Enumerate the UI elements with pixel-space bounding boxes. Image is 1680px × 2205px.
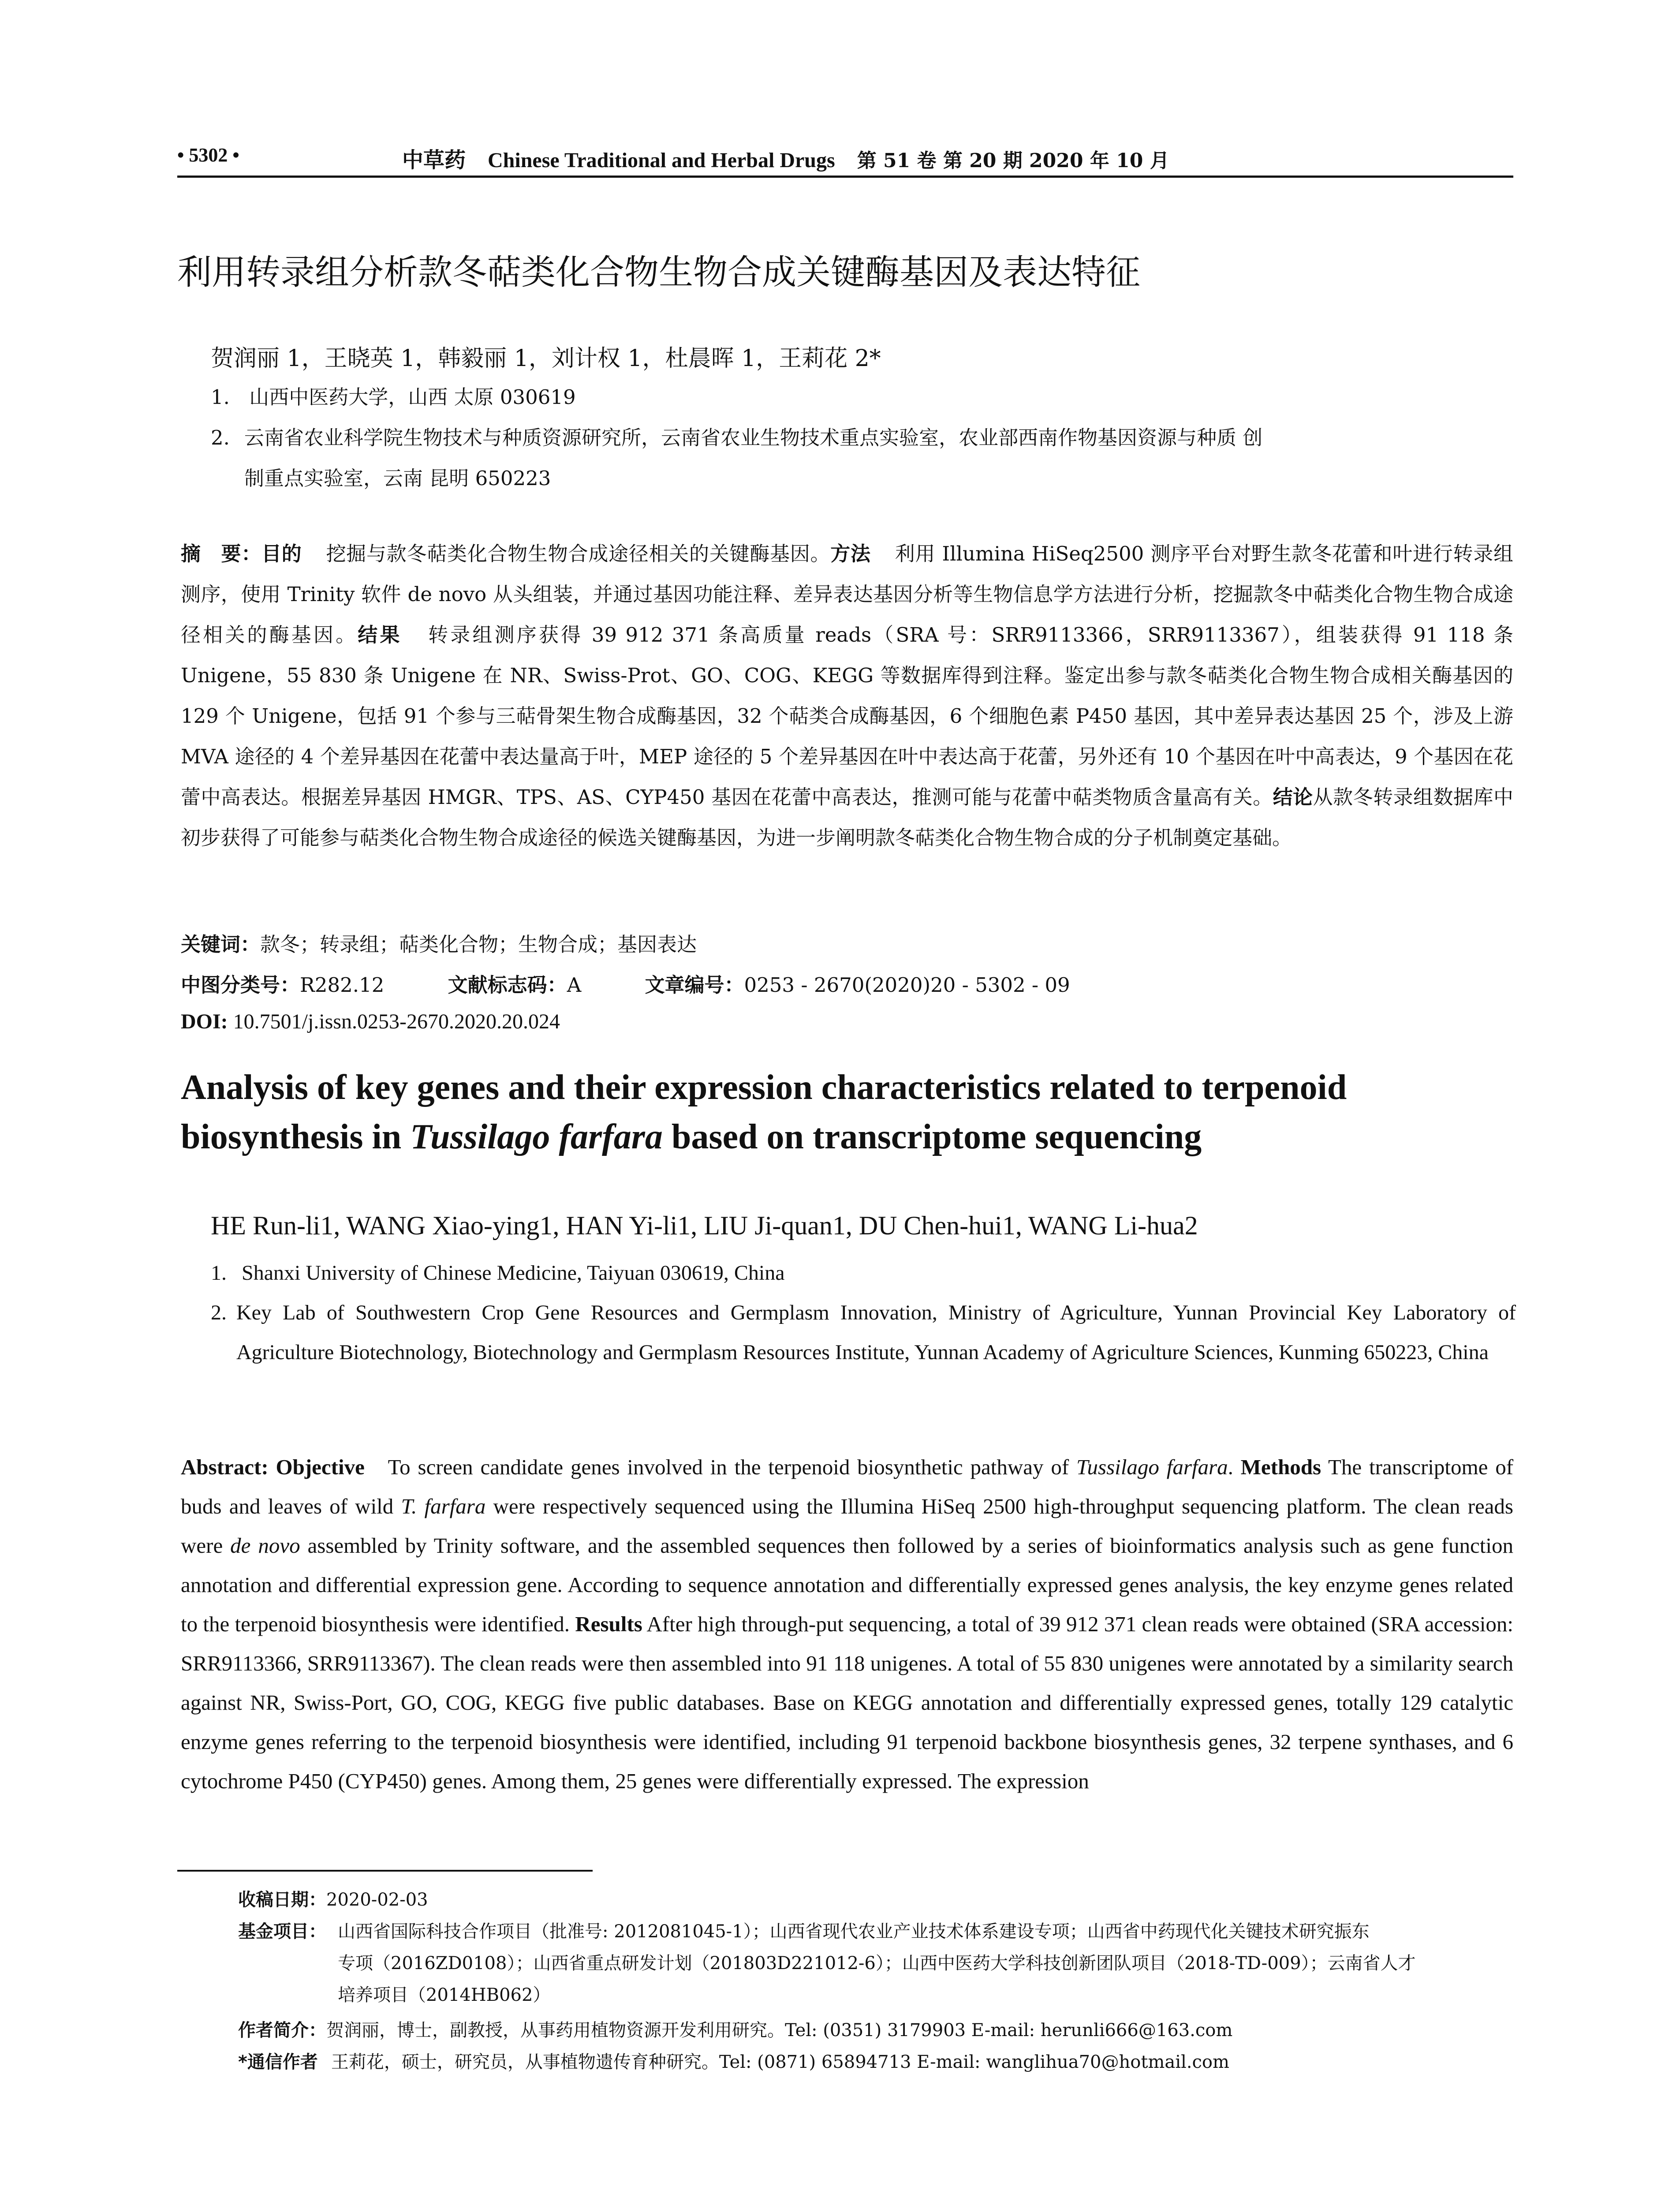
journal-name-cn: 中草药 xyxy=(402,148,466,172)
doc-code-label: 文献标志码： xyxy=(448,973,567,997)
abstract-cn-label: 摘 要： xyxy=(181,542,261,565)
methods-label-cn: 方法 xyxy=(830,542,871,565)
results-label-en: Results xyxy=(575,1612,642,1636)
affiliation-text: 山西中医药大学，山西 太原 030619 xyxy=(249,385,576,409)
volume-issue: 第 51 卷 第 20 期 2020 年 10 月 xyxy=(857,149,1169,172)
conclusion-label-cn: 结论 xyxy=(1273,785,1313,809)
affiliation-number: 2. xyxy=(211,1301,227,1324)
journal-title xyxy=(402,143,1169,173)
abstract-cn xyxy=(181,534,1513,858)
affiliation-text-line1: 云南省农业科学院生物技术与种质资源研究所，云南省农业生物技术重点实验室，农业部西南作物基因资源与种质 创 xyxy=(244,426,1263,449)
journal-name-en: Chinese Traditional and Herbal Drugs xyxy=(488,149,835,172)
article-number-value: 0253 - 2670(2020)20 - 5302 - 09 xyxy=(744,973,1070,997)
doi-label: DOI: xyxy=(181,1010,228,1033)
methods-text-cn: 利用 Illumina HiSeq2500 测序平台对野生款冬花蕾和叶进行转录组测序，使用 Trinity 软件 de novo 从头组装，并通过基因功能注释、差异表达基因分析等生物信息学方法进行分析，挖掘款冬中萜类化合物生物合成途径相关的酶基因。 xyxy=(181,542,1513,647)
species-name: Tussilago farfara xyxy=(410,1117,663,1156)
conclusion-text-cn: 从款冬转录组数据库中初步获得了可能参与萜类化合物生物合成途径的候选关键酶基因，为进一步阐明款冬萜类化合物生物合成的分子机制奠定基础。 xyxy=(181,785,1513,849)
doi-link[interactable]: 10.7501/j.issn.0253-2670.2020.20.024 xyxy=(233,1010,560,1033)
authors-cn: 贺润丽 1，王晓英 1，韩毅丽 1，刘计权 1，杜晨晖 1，王莉花 2* xyxy=(211,345,881,372)
affiliation-cn-1 xyxy=(211,377,1516,418)
doi-line xyxy=(181,1009,560,1034)
keywords-cn xyxy=(181,928,697,957)
keywords-text: 款冬；转录组；萜类化合物；生物合成；基因表达 xyxy=(260,933,697,956)
affiliation-en-1 xyxy=(211,1253,1516,1293)
article-number-label: 文章编号： xyxy=(645,973,744,997)
objective-label-cn: 目的 xyxy=(261,542,302,565)
title-cn: 利用转录组分析款冬萜类化合物生物合成关键酶基因及表达特征 xyxy=(177,253,1141,292)
affiliation-number: 1. xyxy=(211,385,230,409)
clc-value: R282.12 xyxy=(300,973,385,997)
abstract-en-label: Abstract: xyxy=(181,1455,269,1479)
footnote-author-bio: 作者简介：贺润丽，博士，副教授，从事药用植物资源开发利用研究。Tel: (0351) 3179903 E-mail: herunli666@163.com xyxy=(238,2020,1233,2041)
abstract-en: Abstract: Objective To screen candidate genes involved in the terpenoid biosynthetic pathway of Tussilago farfara. Methods The transcriptome of buds and leaves of wild T. farfara were respectively sequenced using the Illumina HiSeq 2500 high-throughput sequencing platform. The clean reads were de novo assembled by Trinity software, and the assembled sequences then followed by a series of bioinformatics analysis such as gene function annotation and differential expression gene. According to sequence annotation and differentially expressed genes analysis, the key enzyme genes related to the terpenoid biosynthesis were identified. Results After high through-put sequencing, a total of 39 912 371 clean reads were obtained (SRA accession: SRR9113366, SRR9113367). The clean reads were then assembled into 91 118 unigenes. A total of 55 830 unigenes were annotated by a similarity search against NR, Swiss-Port, GO, COG, KEGG five public databases. Base on KEGG annotation and differentially expressed genes, totally 129 catalytic enzyme genes referring to the terpenoid biosynthesis were identified, including 91 terpenoid backbone biosynthesis genes, 32 terpene synthases, and 6 cytochrome P450 (CYP450) genes. Among them, 25 genes were differentially expressed. The expression xyxy=(181,1455,1514,1793)
page-number: • 5302 • xyxy=(177,144,239,166)
objective-label-en: Objective xyxy=(276,1455,365,1479)
affiliation-en-2 xyxy=(211,1293,1516,1372)
methods-label-en: Methods xyxy=(1240,1455,1322,1479)
classification-line xyxy=(181,969,1070,998)
footnote-funding: 基金项目： 山西省国际科技合作项目（批准号: 2012081045-1）；山西省现代农业产业技术体系建设专项；山西省中药现代化关键技术研究振东 专项（2016ZD0108）；山西省重点研发计划（201803D221012-6）；山西中医药大学科技创新团队项目（2018-TD-009）；云南省人才 培养项目（2014HB062） xyxy=(238,1921,1416,2005)
affiliation-number: 1. xyxy=(211,1261,227,1285)
footnote-received: 收稿日期：2020-02-03 xyxy=(238,1890,428,1910)
results-text-cn: 转录组测序获得 39 912 371 条高质量 reads（SRA 号：SRR9113366，SRR9113367），组装获得 91 118 条 Unigene，55 830 条 Unigene 在 NR、Swiss-Prot、GO、COG、KEGG 等数据库得到注释。鉴定出参与款冬萜类化合物生物合成相关酶基因的 129 个 Unigene，包括 91 个参与三萜骨架生物合成酶基因，32 个萜类合成酶基因，6 个细胞色素 P450 基因，其中差异表达基因 25 个，涉及上游 MVA 途径的 4 个差异基因在花蕾中表达量高于叶，MEP 途径的 5 个差异基因在叶中表达高于花蕾，另外还有 10 个基因在叶中高表达，9 个基因在花蕾中高表达。根据差异基因 HMGR、TPS、AS、CYP450 基因在花蕾中高表达，推测可能与花蕾中萜类物质含量高有关。 xyxy=(181,623,1513,809)
affiliation-text: Key Lab of Southwestern Crop Gene Resources and Germplasm Innovation, Ministry of Agriculture, Yunnan Provincial Key Laboratory of Agriculture Biotechnology, Biotechnology and Germplasm Resources Institute, Yunnan Academy of Agriculture Sciences, Kunming 650223, China xyxy=(236,1301,1516,1364)
affiliation-text-line2: 制重点实验室，云南 昆明 650223 xyxy=(244,467,551,490)
running-header xyxy=(177,140,1513,178)
affiliation-text: Shanxi University of Chinese Medicine, Taiyuan 030619, China xyxy=(242,1261,785,1285)
results-text-en: After high through-put sequencing, a total of 39 912 371 clean reads were obtained (SRA accession: SRR9113366, SRR9113367). The clean reads were then assembled into 91 118 unigenes. A total of 55 830 unigenes were annotated by a similarity search against NR, Swiss-Port, GO, COG, KEGG five public databases. Base on KEGG annotation and differentially expressed genes, totally 129 catalytic enzyme genes referring to the terpenoid biosynthesis were identified, including 91 terpenoid backbone biosynthesis genes, 32 terpene synthases, and 6 cytochrome P450 (CYP450) genes. Among them, 25 genes were differentially expressed. The expression xyxy=(181,1612,1513,1793)
doc-code-value: A xyxy=(567,973,582,997)
authors-en: HE Run-li1, WANG Xiao-ying1, HAN Yi-li1, LIU Ji-quan1, DU Chen-hui1, WANG Li-hua2 xyxy=(211,1211,1198,1240)
footnote-divider xyxy=(177,1870,593,1872)
affiliation-cn-2 xyxy=(211,418,1516,499)
keywords-label: 关键词： xyxy=(181,933,261,956)
clc-label: 中图分类号： xyxy=(181,973,300,997)
title-en: Analysis of key genes and their expression characteristics related to terpenoid biosynthesis in Tussilago farfara based on transcriptome sequencing xyxy=(181,1068,1347,1156)
affiliation-number: 2. xyxy=(211,426,230,449)
results-label-cn: 结果 xyxy=(358,623,402,647)
footnote-corresponding-author: *通信作者 王莉花，硕士，研究员，从事植物遗传育种研究。Tel: (0871) 65894713 E-mail: wanglihua70@hotmail.com xyxy=(238,2052,1229,2072)
objective-text-cn: 挖掘与款冬萜类化合物生物合成途径相关的关键酶基因。 xyxy=(326,542,831,565)
